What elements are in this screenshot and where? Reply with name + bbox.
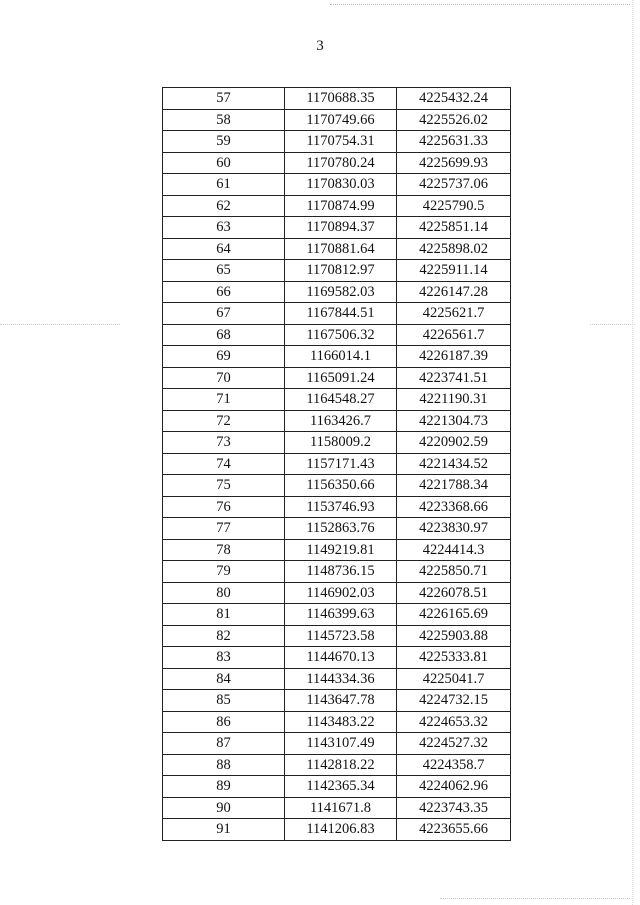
x-coordinate-cell: 1166014.1 — [285, 346, 397, 368]
table-row — [163, 432, 511, 454]
page-number: 3 — [316, 38, 324, 54]
x-coordinate-cell: 1163426.7 — [285, 410, 397, 432]
point-number-cell: 74 — [163, 453, 285, 475]
y-coordinate-cell: 4225850.71 — [397, 561, 511, 583]
y-coordinate-cell: 4221190.31 — [397, 389, 511, 411]
table-row — [163, 733, 511, 755]
y-coordinate-cell: 4225333.81 — [397, 647, 511, 669]
y-coordinate-cell: 4223741.51 — [397, 367, 511, 389]
y-coordinate-cell: 4224653.32 — [397, 711, 511, 733]
point-number-cell: 59 — [163, 131, 285, 153]
y-coordinate-cell: 4221788.34 — [397, 475, 511, 497]
y-coordinate-cell: 4226078.51 — [397, 582, 511, 604]
point-number-cell: 58 — [163, 109, 285, 131]
x-coordinate-cell: 1157171.43 — [285, 453, 397, 475]
x-coordinate-cell: 1169582.03 — [285, 281, 397, 303]
x-coordinate-cell: 1143647.78 — [285, 690, 397, 712]
y-coordinate-cell: 4225621.7 — [397, 303, 511, 325]
point-number-cell: 73 — [163, 432, 285, 454]
x-coordinate-cell: 1146902.03 — [285, 582, 397, 604]
y-coordinate-cell: 4226187.39 — [397, 346, 511, 368]
point-number-cell: 77 — [163, 518, 285, 540]
point-number-cell: 87 — [163, 733, 285, 755]
table-row — [163, 152, 511, 174]
y-coordinate-cell: 4225737.06 — [397, 174, 511, 196]
table-row — [163, 453, 511, 475]
scan-line-bottom — [440, 898, 630, 899]
scan-line-top — [330, 4, 630, 5]
x-coordinate-cell: 1170749.66 — [285, 109, 397, 131]
x-coordinate-cell: 1149219.81 — [285, 539, 397, 561]
x-coordinate-cell: 1158009.2 — [285, 432, 397, 454]
point-number-cell: 63 — [163, 217, 285, 239]
table-row — [163, 174, 511, 196]
y-coordinate-cell: 4224732.15 — [397, 690, 511, 712]
point-number-cell: 60 — [163, 152, 285, 174]
coordinates-table — [162, 87, 511, 841]
scan-mark-right — [590, 324, 635, 325]
point-number-cell: 88 — [163, 754, 285, 776]
x-coordinate-cell: 1156350.66 — [285, 475, 397, 497]
x-coordinate-cell: 1143107.49 — [285, 733, 397, 755]
point-number-cell: 78 — [163, 539, 285, 561]
y-coordinate-cell: 4225526.02 — [397, 109, 511, 131]
table-row — [163, 389, 511, 411]
table-row — [163, 539, 511, 561]
table-row — [163, 797, 511, 819]
table-row — [163, 303, 511, 325]
y-coordinate-cell: 4223830.97 — [397, 518, 511, 540]
table-row — [163, 281, 511, 303]
y-coordinate-cell: 4220902.59 — [397, 432, 511, 454]
table-row — [163, 260, 511, 282]
y-coordinate-cell: 4225851.14 — [397, 217, 511, 239]
point-number-cell: 79 — [163, 561, 285, 583]
x-coordinate-cell: 1146399.63 — [285, 604, 397, 626]
point-number-cell: 86 — [163, 711, 285, 733]
x-coordinate-cell: 1165091.24 — [285, 367, 397, 389]
table-row — [163, 346, 511, 368]
y-coordinate-cell: 4221304.73 — [397, 410, 511, 432]
y-coordinate-cell: 4223743.35 — [397, 797, 511, 819]
table-row — [163, 88, 511, 110]
coordinates-table-body — [163, 88, 511, 841]
y-coordinate-cell: 4224358.7 — [397, 754, 511, 776]
table-row — [163, 410, 511, 432]
point-number-cell: 75 — [163, 475, 285, 497]
x-coordinate-cell: 1143483.22 — [285, 711, 397, 733]
point-number-cell: 64 — [163, 238, 285, 260]
y-coordinate-cell: 4224414.3 — [397, 539, 511, 561]
y-coordinate-cell: 4224062.96 — [397, 776, 511, 798]
point-number-cell: 57 — [163, 88, 285, 110]
y-coordinate-cell: 4225041.7 — [397, 668, 511, 690]
point-number-cell: 66 — [163, 281, 285, 303]
point-number-cell: 62 — [163, 195, 285, 217]
point-number-cell: 69 — [163, 346, 285, 368]
point-number-cell: 90 — [163, 797, 285, 819]
y-coordinate-cell: 4226561.7 — [397, 324, 511, 346]
table-row — [163, 109, 511, 131]
y-coordinate-cell: 4225903.88 — [397, 625, 511, 647]
table-row — [163, 604, 511, 626]
table-row — [163, 561, 511, 583]
point-number-cell: 84 — [163, 668, 285, 690]
table-row — [163, 690, 511, 712]
y-coordinate-cell: 4225790.5 — [397, 195, 511, 217]
table-row — [163, 819, 511, 841]
x-coordinate-cell: 1170874.99 — [285, 195, 397, 217]
x-coordinate-cell: 1170780.24 — [285, 152, 397, 174]
x-coordinate-cell: 1170688.35 — [285, 88, 397, 110]
x-coordinate-cell: 1167506.32 — [285, 324, 397, 346]
y-coordinate-cell: 4225432.24 — [397, 88, 511, 110]
x-coordinate-cell: 1152863.76 — [285, 518, 397, 540]
table-row — [163, 711, 511, 733]
point-number-cell: 82 — [163, 625, 285, 647]
x-coordinate-cell: 1170812.97 — [285, 260, 397, 282]
x-coordinate-cell: 1148736.15 — [285, 561, 397, 583]
y-coordinate-cell: 4223655.66 — [397, 819, 511, 841]
table-row — [163, 238, 511, 260]
y-coordinate-cell: 4226165.69 — [397, 604, 511, 626]
point-number-cell: 83 — [163, 647, 285, 669]
y-coordinate-cell: 4225911.14 — [397, 260, 511, 282]
x-coordinate-cell: 1141671.8 — [285, 797, 397, 819]
x-coordinate-cell: 1141206.83 — [285, 819, 397, 841]
table-row — [163, 518, 511, 540]
table-row — [163, 195, 511, 217]
point-number-cell: 85 — [163, 690, 285, 712]
x-coordinate-cell: 1145723.58 — [285, 625, 397, 647]
x-coordinate-cell: 1170754.31 — [285, 131, 397, 153]
table-row — [163, 625, 511, 647]
table-row — [163, 367, 511, 389]
table-row — [163, 131, 511, 153]
x-coordinate-cell: 1142365.34 — [285, 776, 397, 798]
point-number-cell: 71 — [163, 389, 285, 411]
point-number-cell: 91 — [163, 819, 285, 841]
x-coordinate-cell: 1170881.64 — [285, 238, 397, 260]
point-number-cell: 65 — [163, 260, 285, 282]
point-number-cell: 68 — [163, 324, 285, 346]
table-row — [163, 496, 511, 518]
table-row — [163, 324, 511, 346]
y-coordinate-cell: 4225699.93 — [397, 152, 511, 174]
point-number-cell: 81 — [163, 604, 285, 626]
point-number-cell: 72 — [163, 410, 285, 432]
point-number-cell: 89 — [163, 776, 285, 798]
point-number-cell: 61 — [163, 174, 285, 196]
point-number-cell: 80 — [163, 582, 285, 604]
y-coordinate-cell: 4223368.66 — [397, 496, 511, 518]
y-coordinate-cell: 4225898.02 — [397, 238, 511, 260]
table-row — [163, 754, 511, 776]
table-row — [163, 668, 511, 690]
scan-mark-left — [0, 324, 120, 325]
x-coordinate-cell: 1167844.51 — [285, 303, 397, 325]
table-row — [163, 776, 511, 798]
table-row — [163, 582, 511, 604]
point-number-cell: 67 — [163, 303, 285, 325]
table-row — [163, 217, 511, 239]
x-coordinate-cell: 1170830.03 — [285, 174, 397, 196]
x-coordinate-cell: 1144670.13 — [285, 647, 397, 669]
x-coordinate-cell: 1170894.37 — [285, 217, 397, 239]
y-coordinate-cell: 4226147.28 — [397, 281, 511, 303]
x-coordinate-cell: 1153746.93 — [285, 496, 397, 518]
y-coordinate-cell: 4221434.52 — [397, 453, 511, 475]
point-number-cell: 70 — [163, 367, 285, 389]
table-row — [163, 647, 511, 669]
scan-edge-right — [632, 0, 633, 905]
table-row — [163, 475, 511, 497]
y-coordinate-cell: 4224527.32 — [397, 733, 511, 755]
y-coordinate-cell: 4225631.33 — [397, 131, 511, 153]
point-number-cell: 76 — [163, 496, 285, 518]
x-coordinate-cell: 1142818.22 — [285, 754, 397, 776]
x-coordinate-cell: 1144334.36 — [285, 668, 397, 690]
x-coordinate-cell: 1164548.27 — [285, 389, 397, 411]
